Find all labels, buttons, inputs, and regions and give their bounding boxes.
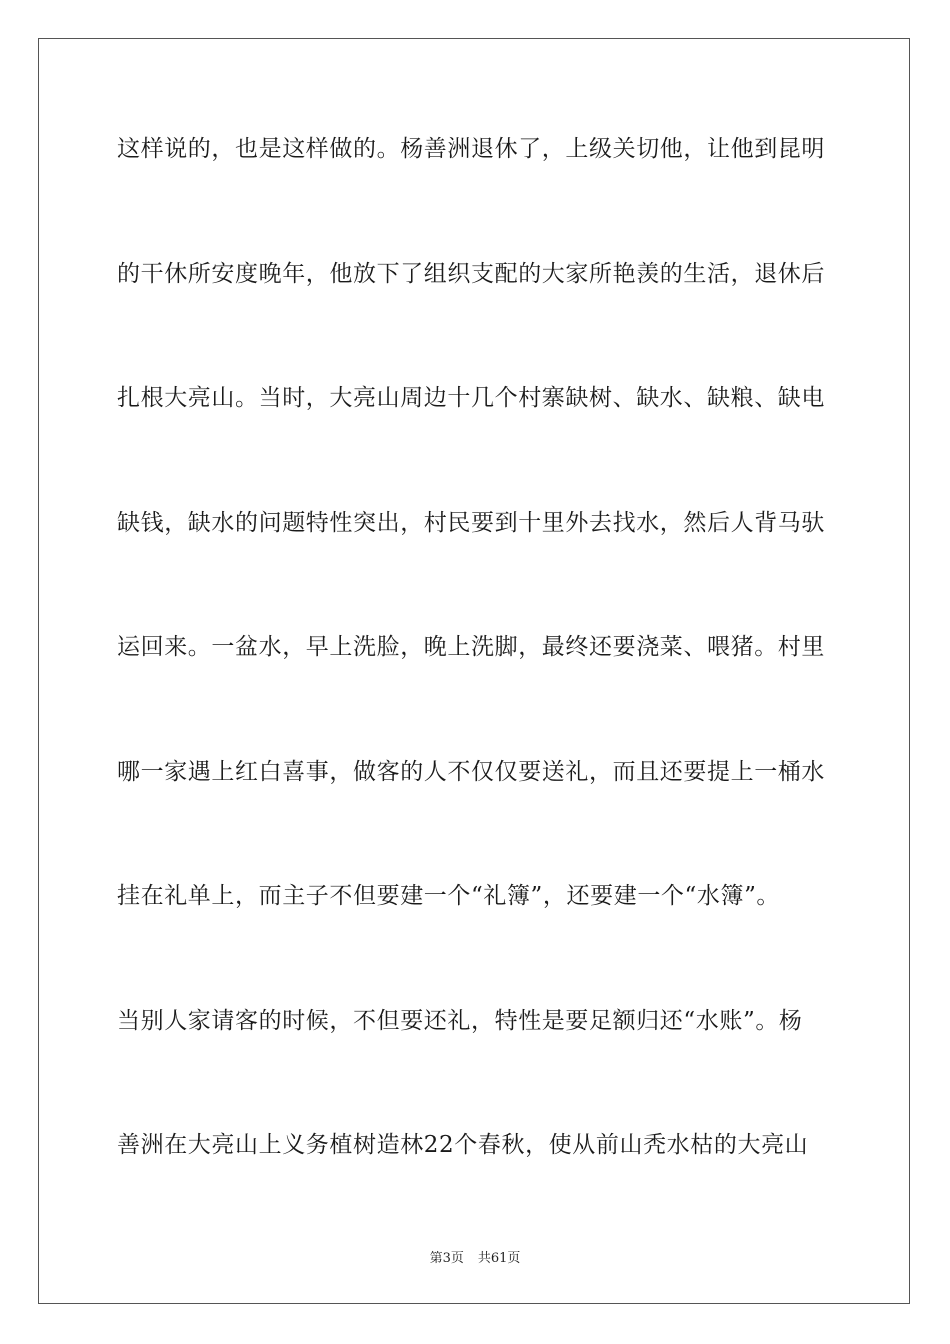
document-body — [117, 128, 833, 1166]
text-line: 挂在礼单上，而主子不但要建一个“礼簿”，还要建一个“水簿”。 — [117, 883, 781, 909]
page-footer — [0, 1247, 950, 1266]
text-line: 扎根大亮山。当时，大亮山周边十几个村寨缺树、缺水、缺粮、缺电 — [117, 385, 825, 411]
text-line: 缺钱，缺水的问题特性突出，村民要到十里外去找水，然后人背马驮 — [117, 509, 825, 536]
text-line: 运回来。一盆水，早上洗脸，晚上洗脚，最终还要浇菜、喂猪。村里 — [117, 634, 825, 660]
text-line: 当别人家请客的时候，不但要还礼，特性是要足额归还“水账”。杨 — [117, 1007, 803, 1034]
text-line: 哪一家遇上红白喜事，做客的人不仅仅要送礼，而且还要提上一桶水 — [117, 758, 825, 785]
text-line: 的干休所安度晚年，他放下了组织支配的大家所艳羡的生活，退休后 — [117, 260, 825, 287]
page-number: 第3页 — [429, 1251, 464, 1266]
text-line: 善洲在大亮山上义务植树造林22个春秋，使从前山秃水枯的大亮山 — [117, 1132, 809, 1158]
page-total: 共61页 — [477, 1251, 521, 1266]
text-line: 这样说的，也是这样做的。杨善洲退休了，上级关切他，让他到昆明 — [117, 136, 825, 162]
